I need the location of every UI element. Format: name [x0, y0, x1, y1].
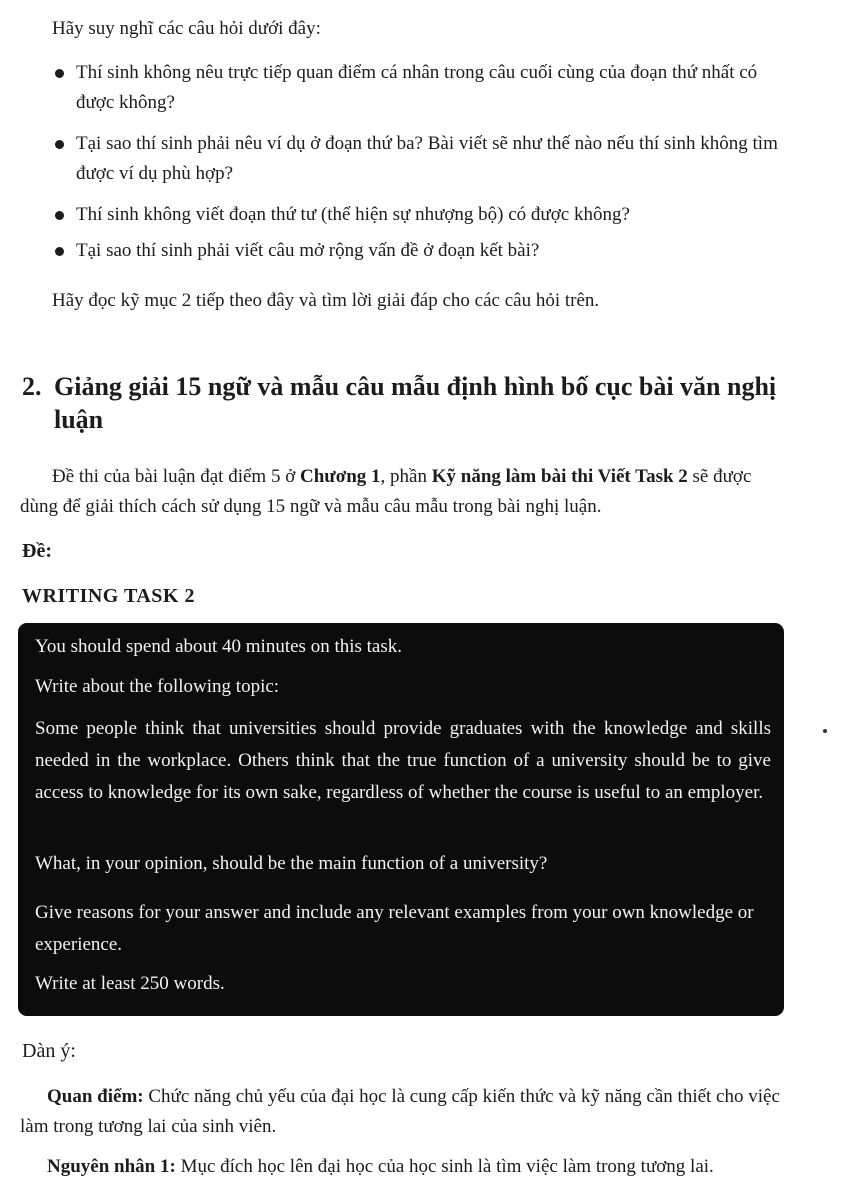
viewpoint-label: Quan điểm: — [47, 1086, 144, 1107]
scan-speck — [823, 729, 827, 733]
question-list — [52, 58, 792, 277]
bullet-icon — [55, 140, 64, 149]
skill-ref: Kỹ năng làm bài thi Viết Task 2 — [431, 466, 688, 487]
task-reasons: Give reasons for your answer and include any relevant examples from your own knowledge or experience. — [35, 902, 754, 955]
instruction-text: Hãy đọc kỹ mục 2 tiếp theo đây và tìm lời giải đáp cho các câu hỏi trên. — [52, 290, 600, 311]
reason-label: Nguyên nhân 1: — [47, 1156, 176, 1177]
task-instruction: Write about the following topic: — [35, 676, 280, 697]
section-title-line1: Giảng giải 15 ngữ và mẫu câu mẫu định hình bố cục bài văn nghị — [54, 372, 777, 401]
section-number: 2. — [22, 372, 42, 401]
bullet-icon — [55, 211, 64, 220]
outline-viewpoint: Quan điểm: Chức năng chủ yếu của đại học là cung cấp kiến thức và kỹ năng cần thiết cho việc làm trong tương lai của sinh viên. — [20, 1086, 780, 1137]
task-title: WRITING TASK 2 — [22, 585, 195, 607]
list-item: Tại sao thí sinh phải nêu ví dụ ở đoạn thứ ba? Bài viết sẽ như thế nào nếu thí sinh không tìm được ví dụ phù hợp? — [52, 129, 792, 189]
outline-label: Dàn ý: — [22, 1040, 76, 1062]
list-item: Thí sinh không viết đoạn thứ tư (thể hiện sự nhượng bộ) có được không? — [52, 200, 792, 230]
section-title-line2: luận — [54, 405, 104, 434]
task-word-count: Write at least 250 words. — [35, 973, 225, 994]
chapter-ref: Chương 1 — [300, 466, 381, 487]
topic-label: Đề: — [22, 540, 52, 562]
task-prompt-box — [18, 623, 784, 1016]
outline-reason-1: Nguyên nhân 1: Mục đích học lên đại học của học sinh là tìm việc làm trong tương lai. — [47, 1156, 714, 1177]
intro-text: Hãy suy nghĩ các câu hỏi dưới đây: — [52, 18, 321, 39]
task-topic: Some people think that universities should provide graduates with the knowledge and skills needed in the workplace. Others think that the true function of a university should be to give access to knowledge for its own sake, regardless of whether the course is useful to an employer. — [35, 718, 771, 803]
list-item: Tại sao thí sinh phải viết câu mở rộng vấn đề ở đoạn kết bài? — [52, 236, 792, 266]
task-time-text: You should spend about 40 minutes on this task. — [35, 636, 403, 657]
intro-paragraph: Đề thi của bài luận đạt điểm 5 ở Chương 1, phần Kỹ năng làm bài thi Viết Task 2 sẽ được dùng để giải thích cách sử dụng 15 ngữ và mẫu câu mẫu trong bài nghị luận. — [20, 466, 752, 517]
bullet-icon — [55, 247, 64, 256]
task-question: What, in your opinion, should be the main function of a university? — [35, 853, 548, 874]
bullet-icon — [55, 69, 64, 78]
section-heading — [22, 370, 802, 436]
list-item: Thí sinh không nêu trực tiếp quan điểm cá nhân trong câu cuối cùng của đoạn thứ nhất có được không? — [52, 58, 792, 118]
